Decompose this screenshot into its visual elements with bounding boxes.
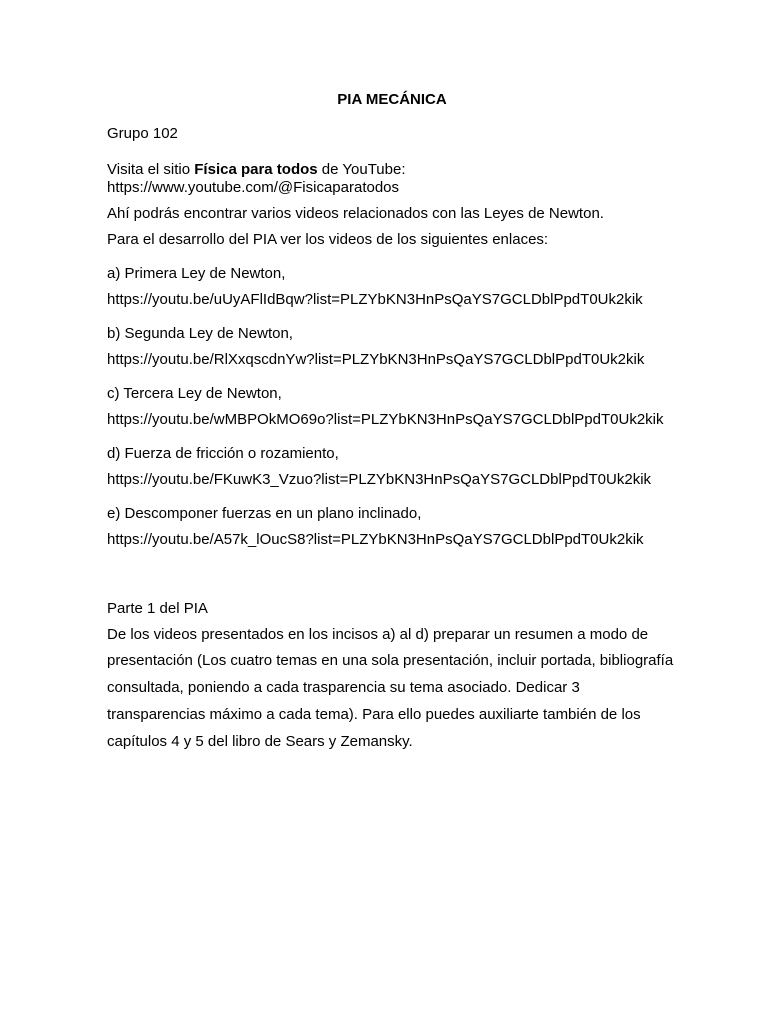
part1-text-line: transparencias máximo a cada tema). Para ello puedes auxiliarte también de los [107,706,641,723]
list-item-link[interactable]: https://youtu.be/FKuwK3_Vzuo?list=PLZYbKN3HnPsQaYS7GCLDblPpdT0Uk2kik [107,471,652,488]
list-item-link[interactable]: https://youtu.be/wMBPOkMO69o?list=PLZYbKN3HnPsQaYS7GCLDblPpdT0Uk2kik [107,411,664,428]
list-item-link[interactable]: https://youtu.be/RlXxqscdnYw?list=PLZYbKN3HnPsQaYS7GCLDblPpdT0Uk2kik [107,351,645,368]
list-item-label: c) Tercera Ley de Newton, [107,385,282,402]
list-item-link[interactable]: https://youtu.be/uUyAFlIdBqw?list=PLZYbKN3HnPsQaYS7GCLDblPpdT0Uk2kik [107,291,643,308]
part1-text-line: consultada, poniendo a cada trasparencia su tema asociado. Dedicar 3 [107,679,580,696]
list-item-label: a) Primera Ley de Newton, [107,265,286,282]
visit-prefix: Visita el sitio [107,161,195,178]
part1-heading: Parte 1 del PIA [107,600,208,617]
intro-text-1: Ahí podrás encontrar varios videos relacionados con las Leyes de Newton. [107,205,604,222]
part1-text-line: capítulos 4 y 5 del libro de Sears y Zemansky. [107,733,413,750]
part1-text-line: presentación (Los cuatro temas en una sola presentación, incluir portada, bibliografía [107,652,674,669]
intro-text-2: Para el desarrollo del PIA ver los videos de los siguientes enlaces: [107,231,549,248]
visit-line [107,161,406,179]
site-name: Física para todos [194,161,318,178]
list-item-label: e) Descomponer fuerzas en un plano inclinado, [107,505,422,522]
list-item-label: d) Fuerza de fricción o rozamiento, [107,445,339,462]
list-item-label: b) Segunda Ley de Newton, [107,325,293,342]
visit-suffix: de YouTube: [317,161,406,178]
channel-link[interactable]: https://www.youtube.com/@Fisicaparatodos [107,179,400,196]
group-label: Grupo 102 [107,125,178,142]
part1-text-line: De los videos presentados en los incisos a) al d) preparar un resumen a modo de [107,626,649,643]
list-item-link[interactable]: https://youtu.be/A57k_lOucS8?list=PLZYbKN3HnPsQaYS7GCLDblPpdT0Uk2kik [107,531,644,548]
document-title: PIA MECÁNICA [337,91,447,108]
